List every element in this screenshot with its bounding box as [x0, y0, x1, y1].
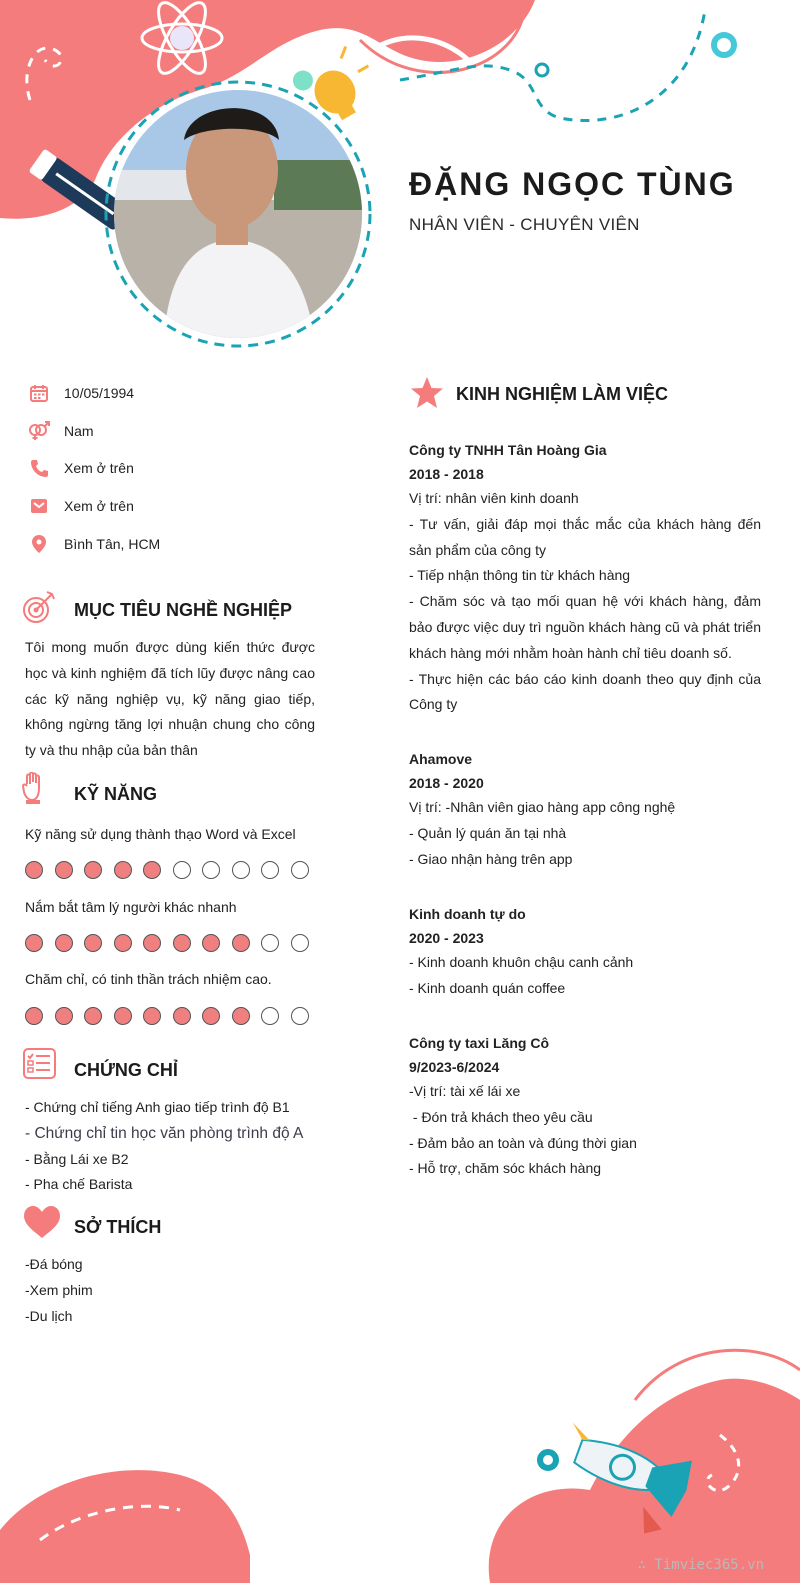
- job-line: - Đảm bảo an toàn và đúng thời gian: [409, 1134, 637, 1151]
- rating-dot-filled: [55, 934, 73, 952]
- phone-value: Xem ở trên: [64, 460, 134, 476]
- job-line: - Đón trả khách theo yêu cầu: [409, 1108, 593, 1125]
- contact-birthday: [28, 381, 134, 405]
- rating-dot-filled: [202, 1007, 220, 1025]
- job-years: 2018 - 2020: [409, 775, 484, 791]
- rating-dot-filled: [232, 934, 250, 952]
- job-line: - Giao nhận hàng trên app: [409, 850, 573, 867]
- contact-phone: [28, 456, 134, 480]
- rating-dot-empty: [291, 861, 309, 879]
- contact-email: [28, 494, 134, 518]
- skill-rating: [25, 934, 320, 952]
- job-company: Công ty taxi Lăng Cô: [409, 1035, 549, 1051]
- job-entry: [409, 1031, 761, 1182]
- job-line: - Kinh doanh khuôn chậu canh cảnh: [409, 954, 634, 970]
- list-item: - Chứng chỉ tin học văn phòng trình độ A: [25, 1124, 304, 1142]
- email-icon: [28, 495, 50, 517]
- rating-dot-empty: [173, 861, 191, 879]
- hand-icon: [22, 772, 48, 806]
- job-years: 2018 - 2018: [409, 466, 484, 482]
- hobbies-list: [25, 1252, 93, 1329]
- job-years: 2020 - 2023: [409, 930, 484, 946]
- rating-dot-filled: [84, 861, 102, 879]
- avatar: [114, 90, 362, 338]
- watermark: ∴ Timviec365.vn: [637, 1557, 764, 1573]
- list-item: - Bằng Lái xe B2: [25, 1150, 129, 1167]
- skill-name: Nắm bắt tâm lý người khác nhanh: [25, 899, 237, 915]
- rating-dot-filled: [114, 861, 132, 879]
- job-line: - Quản lý quán ăn tại nhà: [409, 824, 567, 841]
- star-icon: [410, 376, 444, 410]
- list-item: -Du lịch: [25, 1307, 73, 1324]
- rating-dot-filled: [232, 1007, 250, 1025]
- calendar-icon: [28, 382, 50, 404]
- job-line: - Hỗ trợ, chăm sóc khách hàng: [409, 1160, 602, 1177]
- job-line: - Chăm sóc và tạo mối quan hệ với khách hàng, đảm bảo được việc duy trì nguồn khách hàng cũ và phát triển khách hàng mới nhằm hoàn hành chỉ tiêu doanh số.: [409, 593, 761, 661]
- gender-value: Nam: [64, 423, 94, 439]
- job-entry: [409, 902, 761, 1002]
- rating-dot-filled: [25, 861, 43, 879]
- checklist-icon: [23, 1048, 57, 1080]
- birthday-value: 10/05/1994: [64, 385, 135, 401]
- job-line: - Thực hiện các báo cáo kinh doanh theo quy định của Công ty: [409, 670, 761, 713]
- list-item: - Chứng chỉ tiếng Anh giao tiếp trình độ B1: [25, 1099, 290, 1115]
- email-value: Xem ở trên: [64, 498, 134, 514]
- contact-address: [28, 532, 160, 556]
- address-value: Bình Tân, HCM: [64, 536, 161, 552]
- job-years: 9/2023-6/2024: [409, 1059, 500, 1075]
- job-line: - Tiếp nhận thông tin từ khách hàng: [409, 567, 631, 584]
- list-item: - Pha chế Barista: [25, 1176, 133, 1193]
- rating-dot-empty: [261, 934, 279, 952]
- job-line: Vị trí: -Nhân viên giao hàng app công nghệ: [409, 799, 676, 815]
- experience-title: KINH NGHIỆM LÀM VIỆC: [456, 384, 669, 404]
- skill-rating: [25, 1007, 320, 1025]
- skill-rating: [25, 861, 320, 879]
- job-company: Công ty TNHH Tân Hoàng Gia: [409, 442, 607, 458]
- job-company: Ahamove: [409, 751, 473, 767]
- footer-decoration: [0, 1340, 800, 1583]
- skill-name: Chăm chỉ, có tinh thần trách nhiệm cao.: [25, 971, 272, 987]
- rating-dot-filled: [84, 934, 102, 952]
- phone-icon: [28, 457, 50, 479]
- rating-dot-filled: [202, 934, 220, 952]
- job-entry: [409, 438, 761, 718]
- job-line: -Vị trí: tài xế lái xe: [409, 1083, 521, 1099]
- objective-text: Tôi mong muốn được dùng kiến thức được học và kinh nghiệm đã tích lũy được nâng cao các kỹ năng nghiệp vụ, kỹ năng giao tiếp, không ngừng tăng lợi nhuận chung cho công ty và thu nhập của bản thân: [25, 639, 315, 759]
- list-item: -Đá bóng: [25, 1256, 83, 1272]
- job-company: Kinh doanh tự do: [409, 906, 526, 922]
- rating-dot-empty: [261, 1007, 279, 1025]
- rating-dot-filled: [114, 934, 132, 952]
- rating-dot-filled: [25, 934, 43, 952]
- skills-title: KỸ NĂNG: [74, 784, 158, 804]
- skill-name: Kỹ năng sử dụng thành thạo Word và Excel: [25, 826, 296, 842]
- location-icon: [28, 533, 50, 555]
- list-item: -Xem phim: [25, 1281, 93, 1298]
- rating-dot-filled: [55, 861, 73, 879]
- job-line: Vị trí: nhân viên kinh doanh: [409, 490, 579, 506]
- rating-dot-filled: [25, 1007, 43, 1025]
- job-title: NHÂN VIÊN - CHUYÊN VIÊN: [409, 215, 640, 234]
- rating-dot-filled: [143, 1007, 161, 1025]
- rating-dot-filled: [84, 1007, 102, 1025]
- certificates-list: [25, 1095, 303, 1198]
- full-name: ĐẶNG NGỌC TÙNG: [409, 166, 736, 202]
- heart-icon: [24, 1206, 62, 1240]
- rating-dot-filled: [55, 1007, 73, 1025]
- rating-dot-filled: [173, 1007, 191, 1025]
- rating-dot-empty: [232, 861, 250, 879]
- certificates-title: CHỨNG CHỈ: [74, 1060, 178, 1080]
- job-line: - Tư vấn, giải đáp mọi thắc mắc của khách hàng đến sản phẩm của công ty: [409, 515, 761, 558]
- rating-dot-empty: [291, 1007, 309, 1025]
- objective-title: MỤC TIÊU NGHỀ NGHIỆP: [74, 600, 293, 620]
- job-entry: [409, 747, 761, 872]
- target-icon: [22, 590, 58, 624]
- rating-dot-filled: [173, 934, 191, 952]
- contact-gender: [28, 419, 94, 443]
- rating-dot-filled: [114, 1007, 132, 1025]
- rating-dot-filled: [143, 934, 161, 952]
- gender-icon: [28, 420, 50, 442]
- rating-dot-empty: [202, 861, 220, 879]
- rating-dot-filled: [143, 861, 161, 879]
- rating-dot-empty: [291, 934, 309, 952]
- hobbies-title: SỞ THÍCH: [74, 1217, 162, 1237]
- job-line: - Kinh doanh quán coffee: [409, 979, 566, 996]
- rating-dot-empty: [261, 861, 279, 879]
